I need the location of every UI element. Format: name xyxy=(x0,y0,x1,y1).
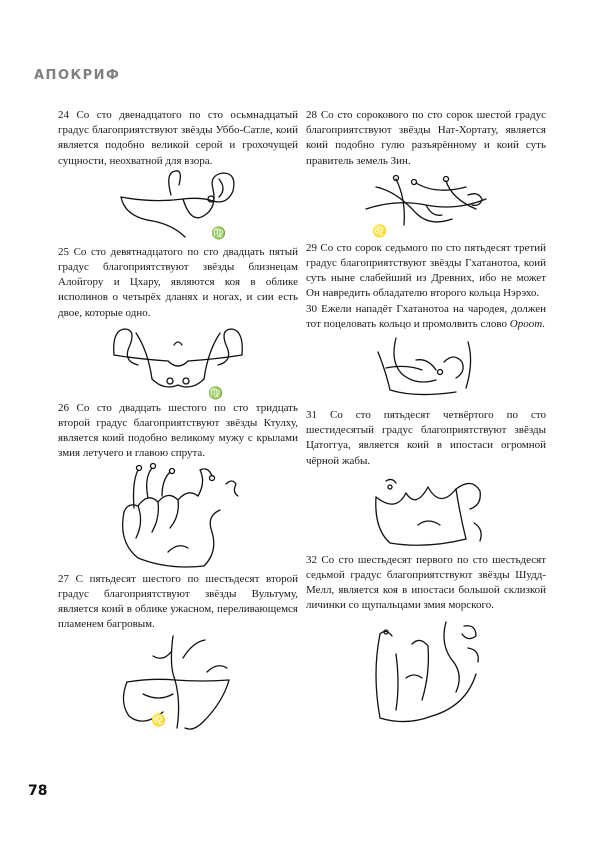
entry-26: 26 Со сто двадцать шестого по сто тридцать второй градус благоприятствуют звёзды Ктулху, является коий подобно великому мужу с крылами змия летучего и главою спрута. xyxy=(58,401,298,460)
sigil-cthulhu xyxy=(108,462,248,572)
entry-30-end: . xyxy=(542,317,545,330)
page-number: 78 xyxy=(28,783,48,799)
sigil-shudde-mell xyxy=(356,614,496,734)
entry-28: 28 Со сто сорокового по сто сорок шестой градус благоприятствуют звёзды Нат-Хортату, является коий подобно гулю разъярённому и коий суть правитель земель Зин. xyxy=(306,109,546,167)
entry-25: 25 Со сто девятнадцатого по сто двадцать пятый градус благоприятствуют звёзды близнецам Алойгору и Цхару, являются коя в облике исполинов о четырёх дланях и ногах, и сии есть двое, которые одно. xyxy=(58,245,298,319)
entry-29: 29 Со сто сорок седьмого по сто пятьдесят третий градус благоприятствуют звёзды Гхатанотоа, коий суть ныне слабейший из Древних, ибо не может Он навредить обладателю второго кольца Нэрэхо. xyxy=(306,241,546,300)
entry-24: 24 Со сто двенадцатого по сто осьмнадцатый градус благоприятствуют звёзды Уббо-Сатле, коий является подобно великой серой и грохочущей сущности, неохватной для взора. xyxy=(58,109,298,167)
entry-32: 32 Со сто шестьдесят первого по сто шестьдесят седьмой градус благоприятствуют звёзды Шудд-Мелл, является коя в ипостаси большой склизкой личинки со щупальцами змия морского. xyxy=(306,553,546,612)
virgo-sign-icon: ♍ xyxy=(211,225,226,240)
entry-31: 31 Со сто пятьдесят четвёртого по сто шестидесятый градус благоприятствуют звёзды Цатоггуа, является коий в ипостаси огромной чёрной жабы. xyxy=(306,409,546,467)
sigil-aloigor-zhar xyxy=(108,321,248,401)
sigil-tsathoggua xyxy=(356,469,496,553)
leo-sign-icon: ♌ xyxy=(151,713,166,728)
entry-30-text: 30 Ежели нападёт Гхатанотоа на чародея, должен тот поцеловать кольцо и промолвить слово xyxy=(306,302,546,330)
sigil-nath-horthath xyxy=(356,169,496,241)
entry-30-word: Ороот xyxy=(509,317,543,330)
entry-27: 27 С пятьдесят шестого по шестьдесят второй градус благоприятствуют звёзды Вультуму, является коий в облике ужасном, переливающемся пламенем багровым. xyxy=(58,572,298,631)
sigil-ubbo-sathla xyxy=(113,169,243,245)
entry-30 xyxy=(306,302,546,332)
sigil-vulthoom xyxy=(113,632,243,736)
right-column xyxy=(306,108,546,734)
virgo-sign-icon-2: ♍ xyxy=(208,385,223,400)
left-column xyxy=(58,108,298,736)
running-head: АПОКРИФ xyxy=(34,68,121,83)
leo-sign-icon-2: ♌ xyxy=(372,223,387,238)
sigil-ghatanothoa xyxy=(356,332,496,408)
